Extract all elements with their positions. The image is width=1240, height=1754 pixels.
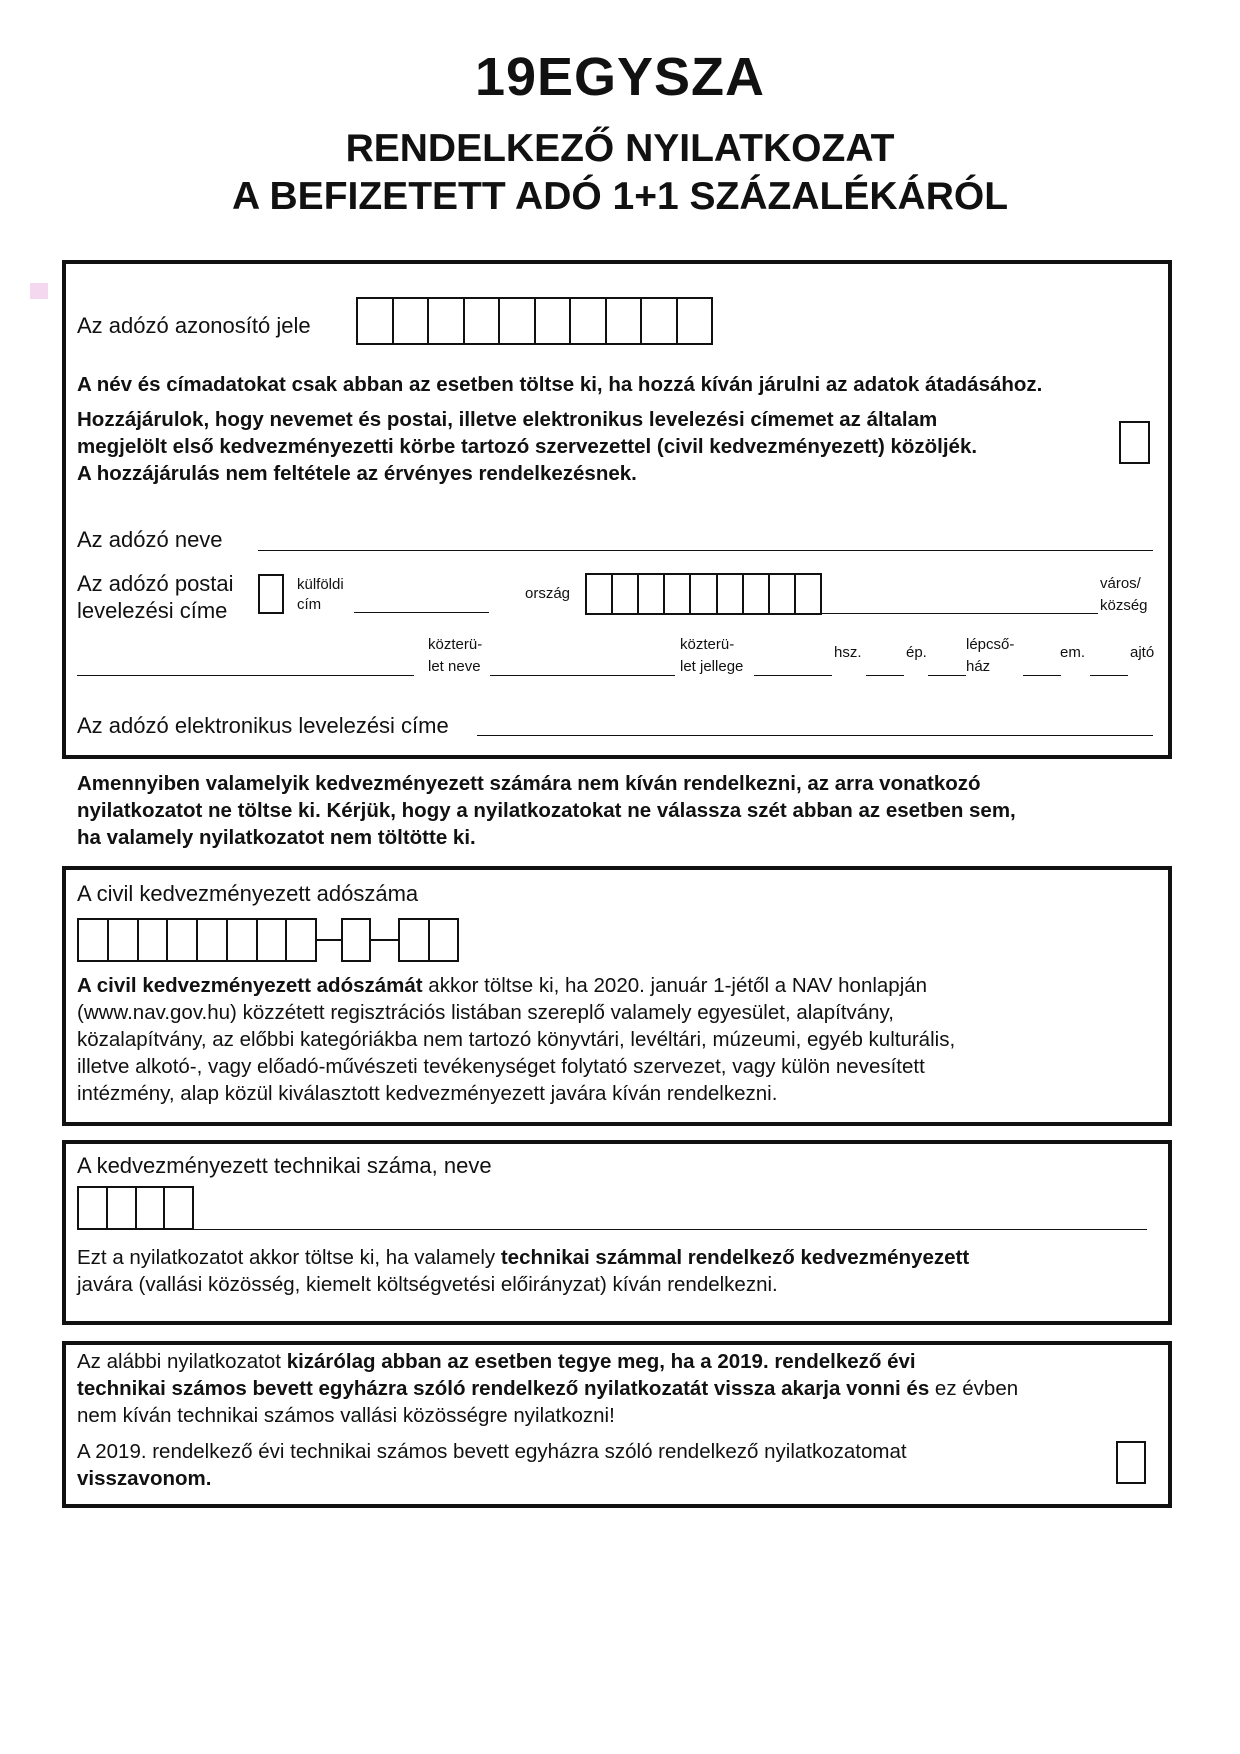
digit-cell[interactable] [429,299,465,343]
digit-cell[interactable] [109,920,139,960]
digit-cell[interactable] [343,920,369,960]
civil-tax-number-label: A civil kedvezményezett adószáma [77,881,419,906]
house-number-label: hsz. [834,644,862,661]
street-type-label: közterü- let jellege [680,636,744,675]
digit-cell[interactable] [198,920,228,960]
digit-cell[interactable] [536,299,572,343]
beneficiary-name-field[interactable] [194,1229,1147,1230]
foreign-address-field[interactable] [354,612,489,613]
digit-cell[interactable] [571,299,607,343]
digit-cell[interactable] [79,920,109,960]
foreign-address-checkbox[interactable] [258,574,284,614]
digit-cell[interactable] [228,920,258,960]
digit-cell[interactable] [607,299,643,343]
country-label: ország [525,585,571,602]
digit-cell[interactable] [400,920,430,960]
digit-cell[interactable] [465,299,501,343]
separator-dash [317,939,341,941]
digit-cell[interactable] [770,575,796,613]
form-title-line1: RENDELKEZŐ NYILATKOZAT [345,127,895,170]
floor-field[interactable] [1090,675,1128,676]
consent-checkbox[interactable] [1119,421,1150,464]
postal-code-input[interactable] [585,573,822,615]
digit-cell[interactable] [394,299,430,343]
consent-text: Hozzájárulok, hogy nevemet és postai, illetve elektronikus levelezési címemet az általam megjelölt első kedvezményezetti körbe tartozó szervezettel (civil kedvezményezett) közöljék. A hozzájárulás nem feltétele az érvényes rendelkezésnek. [77,408,978,485]
digit-cell[interactable] [258,920,288,960]
street-field[interactable] [77,675,414,676]
address-data-note: A név és címadatokat csak abban az esetben töltse ki, ha hozzá kíván járulni az adatok átadásához. [77,373,1043,396]
digit-cell[interactable] [430,920,458,960]
digit-cell[interactable] [500,299,536,343]
foreign-address-label: külföldi cím [297,576,344,613]
digit-cell[interactable] [108,1188,137,1228]
digit-cell[interactable] [587,575,613,613]
form-code: 19EGYSZA [474,47,766,107]
digit-cell[interactable] [642,299,678,343]
color-marker [30,283,48,299]
digit-cell[interactable] [744,575,770,613]
civil-description: A civil kedvezményezett adószámát akkor töltse ki, ha 2020. január 1-jétől a NAV honlapján (www.nav.gov.hu) közzétett regisztrációs listában szereplő valamely egyesület, alapítvány, közalapítvány, az előbbi kategóriákba nem tartozó könyvtári, levéltári, múzeumi, egyéb kulturális, illetve alkotó-, vagy előadó-művészeti tevékenységet folytató szervezet, vagy külön nevesített intézmény, alap közül kiválasztott kedvezményezett javára kíván rendelkezni. [77,974,956,1105]
technical-number-input[interactable] [77,1186,194,1230]
digit-cell[interactable] [639,575,665,613]
technical-description: Ezt a nyilatkozatot akkor töltse ki, ha valamely technikai számmal rendelkező kedvezményezett javára (vallási közösség, kiemelt költségvetési előirányzat) kíván rendelkezni. [77,1246,970,1296]
taxpayer-name-field[interactable] [258,550,1153,551]
digit-cell[interactable] [287,920,315,960]
civil-tax-number-input-main[interactable] [77,918,317,962]
revocation-instruction: Az alábbi nyilatkozatot kizárólag abban az esetben tegye meg, ha a 2019. rendelkező évi technikai számos bevett egyházra szóló rendelkező nyilatkozatát vissza akarja vonni és ez évben nem kíván technikai számos vallási közösségre nyilatkozni! [77,1350,1019,1427]
digit-cell[interactable] [678,299,712,343]
separator-dash [371,939,398,941]
digit-cell[interactable] [139,920,169,960]
taxpayer-id-label: Az adózó azonosító jele [77,313,311,338]
building-field[interactable] [928,675,966,676]
revocation-checkbox[interactable] [1116,1441,1146,1484]
staircase-field[interactable] [1023,675,1061,676]
digit-cell[interactable] [137,1188,166,1228]
postal-address-label: Az adózó postai levelezési címe [77,571,234,623]
digit-cell[interactable] [168,920,198,960]
taxpayer-name-label: Az adózó neve [77,527,223,552]
taxpayer-id-input[interactable] [356,297,713,345]
digit-cell[interactable] [165,1188,192,1228]
digit-cell[interactable] [691,575,717,613]
building-label: ép. [906,644,927,661]
form-title-line2: A BEFIZETETT ADÓ 1+1 SZÁZALÉKÁRÓL [231,175,1009,218]
digit-cell[interactable] [665,575,691,613]
civil-tax-number-input-check[interactable] [341,918,371,962]
digit-cell[interactable] [796,575,820,613]
email-field[interactable] [477,735,1153,736]
civil-tax-number-input-county[interactable] [398,918,459,962]
city-label: város/ község [1100,575,1148,614]
digit-cell[interactable] [79,1188,108,1228]
revocation-statement: A 2019. rendelkező évi technikai számos bevett egyházra szóló rendelkező nyilatkozatomat visszavonom. [77,1440,907,1490]
street-name-field[interactable] [490,675,675,676]
street-name-label: közterü- let neve [428,636,483,675]
door-label: ajtó [1130,644,1155,661]
instructions-text: Amennyiben valamelyik kedvezményezett számára nem kíván rendelkezni, az arra vonatkozó nyilatkozatot ne töltse ki. Kérjük, hogy a nyilatkozatokat ne válassza szét abban az esetben sem, ha valamely nyilatkozatot nem töltötte ki. [77,772,1016,849]
email-label: Az adózó elektronikus levelezési címe [77,713,449,738]
street-type-field[interactable] [754,675,832,676]
digit-cell[interactable] [718,575,744,613]
staircase-label: lépcső- ház [966,636,1015,675]
digit-cell[interactable] [358,299,394,343]
city-field[interactable] [822,613,1098,614]
technical-number-label: A kedvezményezett technikai száma, neve [77,1153,492,1178]
digit-cell[interactable] [613,575,639,613]
floor-label: em. [1060,644,1086,661]
house-number-field[interactable] [866,675,904,676]
